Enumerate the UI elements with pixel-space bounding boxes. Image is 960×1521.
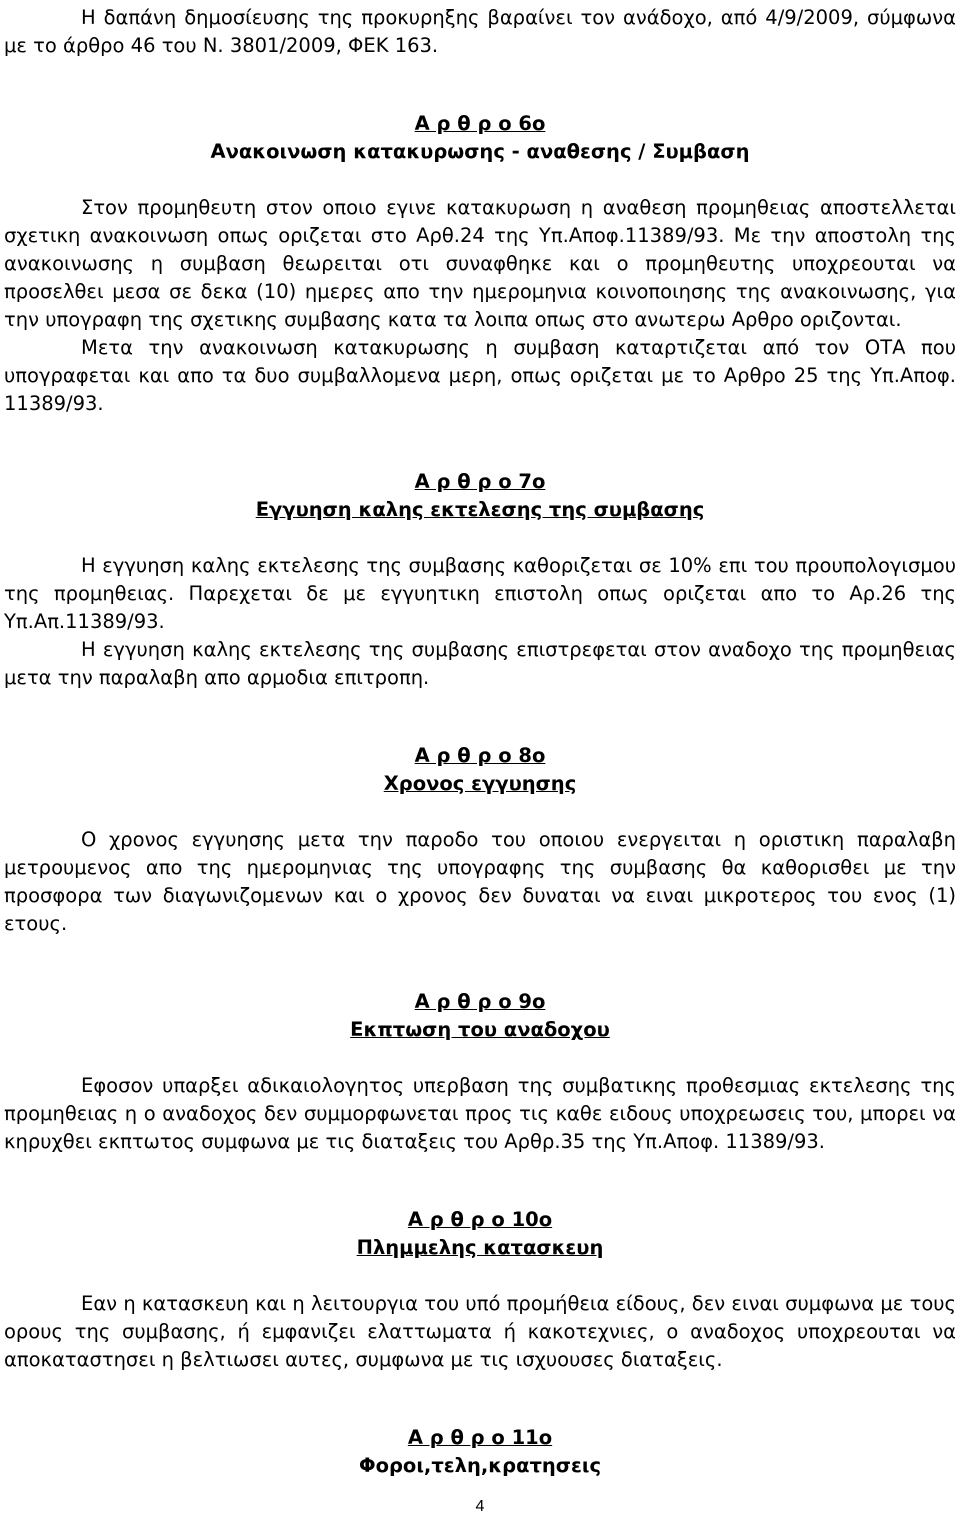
article-number: Α ρ θ ρ ο 8ο: [414, 744, 546, 767]
article-title: Εγγυηση καλης εκτελεσης της συμβασης: [255, 498, 705, 521]
article-title: Φοροι,τελη,κρατησεις: [359, 1454, 601, 1477]
document-page: [4, 4, 956, 1480]
article-11: [4, 1424, 956, 1480]
article-paragraph: Η εγγυηση καλης εκτελεσης της συμβασης καθοριζεται σε 10% επι του προυπολογισμου της προμηθειας. Παρεχεται δε με εγγυητικη επιστολη οπως οριζεται απο το Αρ.26 της Υπ.Απ.11389/93.: [4, 554, 956, 633]
article-paragraph: Στον προμηθευτη στον οποιο εγινε κατακυρωση η αναθεση προμηθειας αποστελλεται σχετικη ανακοινωση οπως οριζεται στο Αρθ.24 της Υπ.Αποφ.11389/93. Με την αποστολη της ανακοινωσης η συμβαση θεωρειται οτι συναφθηκε και ο προμηθευτης υποχρεουται να προσελθει μεσα σε δεκα (10) ημερες απο την ημερομηνια κοινοποιησης της ανακοινωσης, για την υπογραφη της σχετικης συμβασης κατα τα λοιπα οπως στο ανωτερω Αρθρο οριζονται.: [4, 196, 956, 331]
article-number: Α ρ θ ρ ο 6ο: [414, 112, 546, 135]
article-title: Πλημμελης κατασκευη: [356, 1236, 604, 1259]
intro-paragraph: Η δαπάνη δημοσίευσης της προκυρηξης βαραίνει τον ανάδοχο, από 4/9/2009, σύμφωνα με το άρθρο 46 του Ν. 3801/2009, ΦΕΚ 163.: [4, 6, 956, 57]
article-8: [4, 742, 956, 938]
article-number: Α ρ θ ρ ο 7ο: [414, 470, 546, 493]
article-paragraph: Ο χρονος εγγυησης μετα την παροδο του οποιου ενεργειται η οριστικη παραλαβη μετρουμενος απο της ημερομηνιας της υπογραφης της συμβασης θα καθορισθει με την προσφορα των διαγωνιζομενων και ο χρονος δεν δυναται να ειναι μικροτερος του ενος (1) ετους.: [4, 828, 956, 935]
article-number: Α ρ θ ρ ο 11ο: [407, 1426, 553, 1449]
page-number: 4: [475, 1498, 485, 1515]
article-6: [4, 110, 956, 418]
article-paragraph: Εφοσον υπαρξει αδικαιολογητος υπερβαση της συμβατικης προθεσμιας εκτελεσης της προμηθειας η ο αναδοχος δεν συμμορφωνεται προς τις καθε ειδους υποχρεωσεις του, μπορει να κηρυχθει εκπτωτος συμφωνα με τις διαταξεις του Αρθρ.35 της Υπ.Αποφ. 11389/93.: [4, 1074, 956, 1153]
article-9: [4, 988, 956, 1156]
article-number: Α ρ θ ρ ο 10ο: [407, 1208, 553, 1231]
article-10: [4, 1206, 956, 1374]
article-paragraph: Μετα την ανακοινωση κατακυρωσης η συμβαση καταρτιζεται από τον ΟΤΑ που υπογραφεται και απο τα δυο συμβαλλομενα μερη, οπως οριζεται με το Αρθρο 25 της Υπ.Αποφ. 11389/93.: [4, 336, 956, 415]
article-paragraph: Η εγγυηση καλης εκτελεσης της συμβασης επιστρεφεται στον αναδοχο της προμηθειας μετα την παραλαβη απο αρμοδια επιτροπη.: [4, 638, 956, 689]
article-7: [4, 468, 956, 692]
article-title: Χρονος εγγυησης: [383, 772, 577, 795]
article-title: Ανακοινωση κατακυρωσης - αναθεσης / Συμβαση: [210, 140, 750, 163]
article-title: Εκπτωση του αναδοχου: [350, 1018, 610, 1041]
article-paragraph: Εαν η κατασκευη και η λειτουργια του υπό προμήθεια είδους, δεν ειναι συμφωνα με τους ορους της συμβασης, ή εμφανιζει ελαττωματα ή κακοτεχνιες, ο αναδοχος υποχρεουται να αποκαταστησει η βελτιωσει αυτες, συμφωνα με τις ισχυουσες διαταξεις.: [4, 1292, 956, 1371]
article-number: Α ρ θ ρ ο 9ο: [414, 990, 546, 1013]
